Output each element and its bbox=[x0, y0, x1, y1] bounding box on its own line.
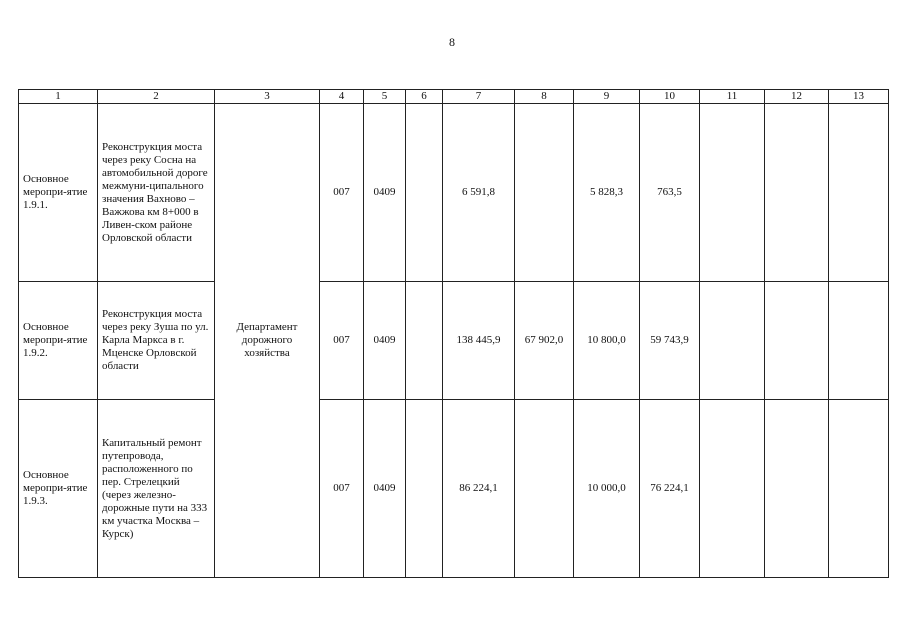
event-cell: Основное меропри-ятие 1.9.1. bbox=[19, 104, 98, 282]
value-cell bbox=[515, 400, 574, 578]
table-row bbox=[19, 104, 889, 282]
event-cell: Основное меропри-ятие 1.9.2. bbox=[19, 282, 98, 400]
header-cell: 11 bbox=[700, 90, 765, 104]
value-cell: 59 743,9 bbox=[640, 282, 700, 400]
value-cell: 5 828,3 bbox=[574, 104, 640, 282]
value-cell: 0409 bbox=[364, 400, 406, 578]
header-cell: 9 bbox=[574, 90, 640, 104]
header-row bbox=[19, 90, 889, 104]
value-cell bbox=[765, 282, 829, 400]
value-cell bbox=[406, 282, 443, 400]
value-cell: 67 902,0 bbox=[515, 282, 574, 400]
value-cell bbox=[765, 104, 829, 282]
value-cell bbox=[829, 282, 889, 400]
header-cell: 6 bbox=[406, 90, 443, 104]
header-cell: 5 bbox=[364, 90, 406, 104]
value-cell bbox=[829, 400, 889, 578]
value-cell bbox=[406, 104, 443, 282]
value-cell: 10 000,0 bbox=[574, 400, 640, 578]
value-cell: 007 bbox=[320, 400, 364, 578]
value-cell: 0409 bbox=[364, 282, 406, 400]
table-row bbox=[19, 400, 889, 578]
value-cell bbox=[765, 400, 829, 578]
value-cell: 6 591,8 bbox=[443, 104, 515, 282]
value-cell: 10 800,0 bbox=[574, 282, 640, 400]
value-cell: 0409 bbox=[364, 104, 406, 282]
header-cell: 3 bbox=[215, 90, 320, 104]
value-cell: 86 224,1 bbox=[443, 400, 515, 578]
description-cell: Реконструкция моста через реку Зуша по ул. Карла Маркса в г. Мценске Орловской области bbox=[98, 282, 215, 400]
header-cell: 10 bbox=[640, 90, 700, 104]
header-cell: 7 bbox=[443, 90, 515, 104]
description-cell: Реконструкция моста через реку Сосна на автомобильной дороге межмуни-ципального значения Вахново – Важжова км 8+000 в Ливен-ском районе Орловской области bbox=[98, 104, 215, 282]
description-cell: Капитальный ремонт путепровода, расположенного по пер. Стрелецкий (через железно-дорожные пути на 333 км участка Москва – Курск) bbox=[98, 400, 215, 578]
value-cell: 007 bbox=[320, 104, 364, 282]
header-cell: 12 bbox=[765, 90, 829, 104]
header-cell: 4 bbox=[320, 90, 364, 104]
value-cell: 763,5 bbox=[640, 104, 700, 282]
table-row bbox=[19, 282, 889, 400]
value-cell bbox=[406, 400, 443, 578]
value-cell bbox=[700, 400, 765, 578]
page-number: 8 bbox=[449, 35, 455, 49]
value-cell bbox=[515, 104, 574, 282]
header-cell: 13 bbox=[829, 90, 889, 104]
value-cell: 138 445,9 bbox=[443, 282, 515, 400]
value-cell: 76 224,1 bbox=[640, 400, 700, 578]
value-cell: 007 bbox=[320, 282, 364, 400]
value-cell bbox=[700, 104, 765, 282]
event-cell: Основное меропри-ятие 1.9.3. bbox=[19, 400, 98, 578]
header-cell: 1 bbox=[19, 90, 98, 104]
department-cell: Департамент дорожного хозяйства bbox=[215, 104, 320, 578]
value-cell bbox=[700, 282, 765, 400]
header-cell: 8 bbox=[515, 90, 574, 104]
budget-table bbox=[18, 89, 889, 578]
value-cell bbox=[829, 104, 889, 282]
header-cell: 2 bbox=[98, 90, 215, 104]
